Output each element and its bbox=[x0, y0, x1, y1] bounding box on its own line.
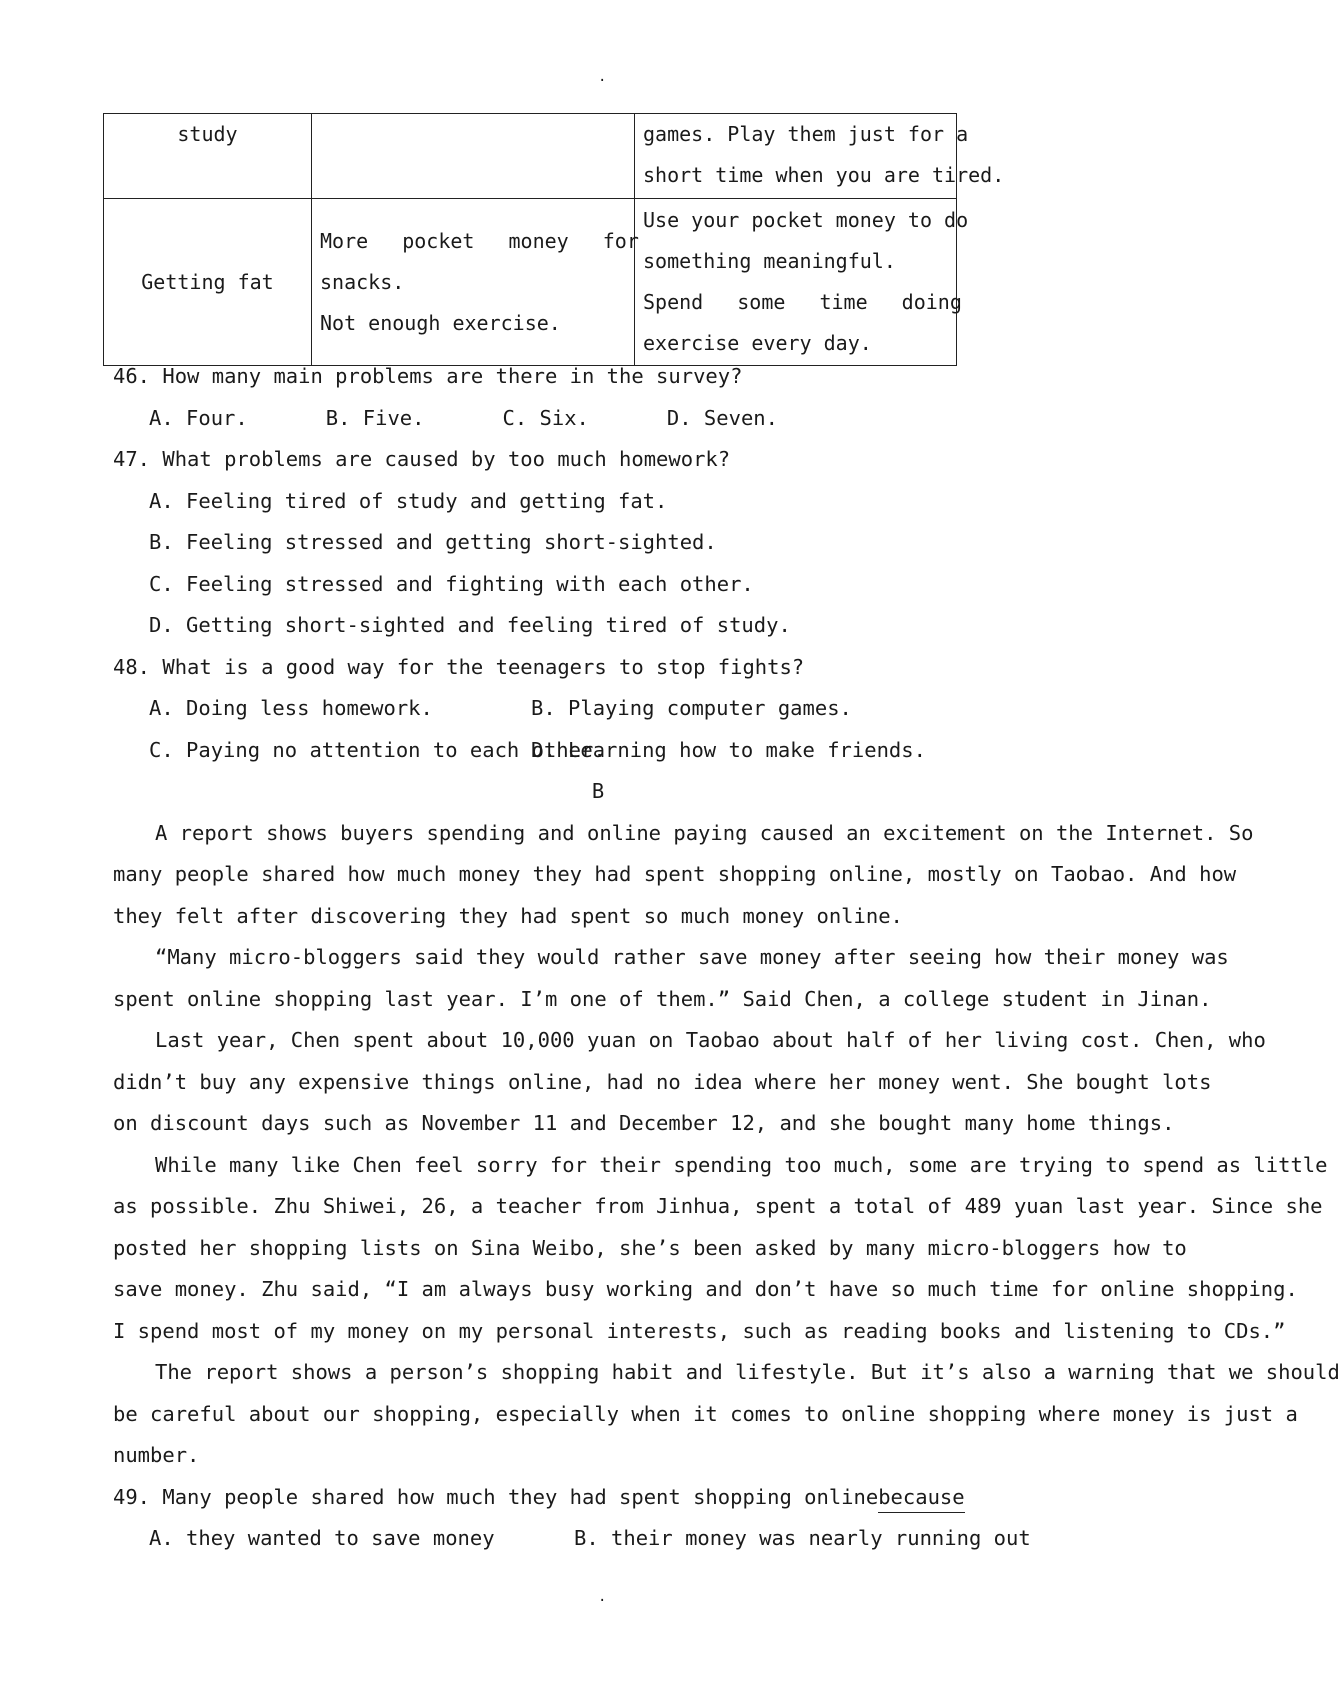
advice-line: short time when you are tired. bbox=[643, 163, 1005, 187]
passage-line: they felt after discovering they had spent so much money online. bbox=[113, 903, 903, 928]
page-top-mark: . bbox=[598, 69, 607, 85]
passage-line: save money. Zhu said, “I am always busy working and don’t have so much time for online shopping. bbox=[113, 1277, 1298, 1301]
question-48-stem: 48. What is a good way for the teenagers to stop fights? bbox=[113, 654, 805, 679]
advice-cell bbox=[635, 114, 1005, 199]
cause-cell bbox=[312, 114, 635, 199]
advice-cell bbox=[635, 199, 969, 366]
question-47-stem: 47. What problems are caused by too much homework? bbox=[113, 447, 731, 471]
passage-line: on discount days such as November 11 and December 12, and she bought many home things. bbox=[113, 1111, 1175, 1135]
cause-cell bbox=[312, 199, 639, 366]
advice-line: Spend some time doing bbox=[643, 290, 962, 314]
advice-line: exercise every day. bbox=[643, 331, 872, 355]
option-c: C. Paying no attention to each other. bbox=[149, 737, 606, 762]
passage-line: as possible. Zhu Shiwei, 26, a teacher from Jinhua, spent a total of 489 yuan last year. Since she bbox=[113, 1194, 1323, 1218]
passage-line: be careful about our shopping, especially when it comes to online shopping where money is just a bbox=[113, 1401, 1298, 1426]
question-49-options bbox=[113, 1518, 1193, 1560]
passage-line: spent online shopping last year. I’m one of them.” Said Chen, a college student in Jinan. bbox=[113, 986, 1212, 1011]
survey-table bbox=[103, 113, 1005, 366]
passage-line: While many like Chen feel sorry for their spending too much, some are trying to spend as little bbox=[155, 1152, 1328, 1177]
problem-text: study bbox=[177, 122, 238, 146]
problem-cell bbox=[104, 199, 312, 366]
option-c: C. Six. bbox=[502, 405, 589, 430]
cause-line: More pocket money for bbox=[320, 228, 639, 253]
advice-line: something meaningful. bbox=[643, 249, 896, 273]
exam-text bbox=[113, 356, 1340, 1560]
answer-blank: because bbox=[878, 1482, 964, 1513]
question-49-stem bbox=[113, 1477, 1193, 1519]
advice-line: games. Play them just for a bbox=[643, 122, 969, 146]
option-a: A. Doing less homework. bbox=[149, 696, 433, 720]
option-a: A. Feeling tired of study and getting fat. bbox=[149, 488, 668, 513]
passage-line: The report shows a person’s shopping habit and lifestyle. But it’s also a warning that we should bbox=[155, 1360, 1340, 1384]
passage-line: “Many micro-bloggers said they would rather save money after seeing how their money was bbox=[155, 945, 1229, 969]
passage-line: posted her shopping lists on Sina Weibo, she’s been asked by many micro-bloggers how to bbox=[113, 1235, 1187, 1260]
cause-line: Not enough exercise. bbox=[320, 310, 561, 335]
option-a: A. they wanted to save money bbox=[149, 1526, 495, 1550]
passage-heading: B bbox=[591, 779, 605, 803]
cause-line: snacks. bbox=[320, 269, 405, 294]
table-row bbox=[104, 114, 957, 199]
passage-line: number. bbox=[113, 1443, 200, 1467]
passage-line: didn’t buy any expensive things online, had no idea where her money went. She bought lots bbox=[113, 1069, 1212, 1094]
question-48-options-row2 bbox=[113, 730, 1193, 772]
page-bottom-mark: . bbox=[598, 1589, 607, 1605]
question-49-text: 49. Many people shared how much they had spent shopping online bbox=[113, 1484, 879, 1509]
question-46-options bbox=[113, 398, 1193, 440]
passage-line: I spend most of my money on my personal interests, such as reading books and listening to CDs.” bbox=[113, 1318, 1286, 1343]
advice-line: Use your pocket money to do bbox=[643, 208, 969, 232]
option-d: D. Learning how to make friends. bbox=[531, 737, 926, 762]
passage-line: A report shows buyers spending and online paying caused an excitement on the Internet. So bbox=[155, 820, 1254, 845]
table-row bbox=[104, 199, 957, 366]
passage-line: Last year, Chen spent about 10,000 yuan on Taobao about half of her living cost. Chen, who bbox=[155, 1028, 1266, 1052]
option-b: B. Playing computer games. bbox=[531, 696, 852, 720]
problem-text: Getting fat bbox=[141, 269, 274, 294]
option-b: B. Feeling stressed and getting short-sighted. bbox=[149, 530, 717, 554]
option-a: A. Four. bbox=[149, 405, 248, 430]
option-c: C. Feeling stressed and fighting with each other. bbox=[149, 571, 754, 596]
question-46-stem: 46. How many main problems are there in the survey? bbox=[113, 364, 743, 388]
option-b: B. their money was nearly running out bbox=[574, 1526, 1031, 1550]
option-b: B. Five. bbox=[325, 405, 425, 430]
question-48-options-row1 bbox=[113, 688, 1193, 730]
passage-line: many people shared how much money they had spent shopping online, mostly on Taobao. And how bbox=[113, 862, 1237, 886]
option-d: D. Seven. bbox=[666, 405, 778, 430]
option-d: D. Getting short-sighted and feeling tired of study. bbox=[149, 613, 791, 637]
problem-cell bbox=[104, 114, 312, 199]
